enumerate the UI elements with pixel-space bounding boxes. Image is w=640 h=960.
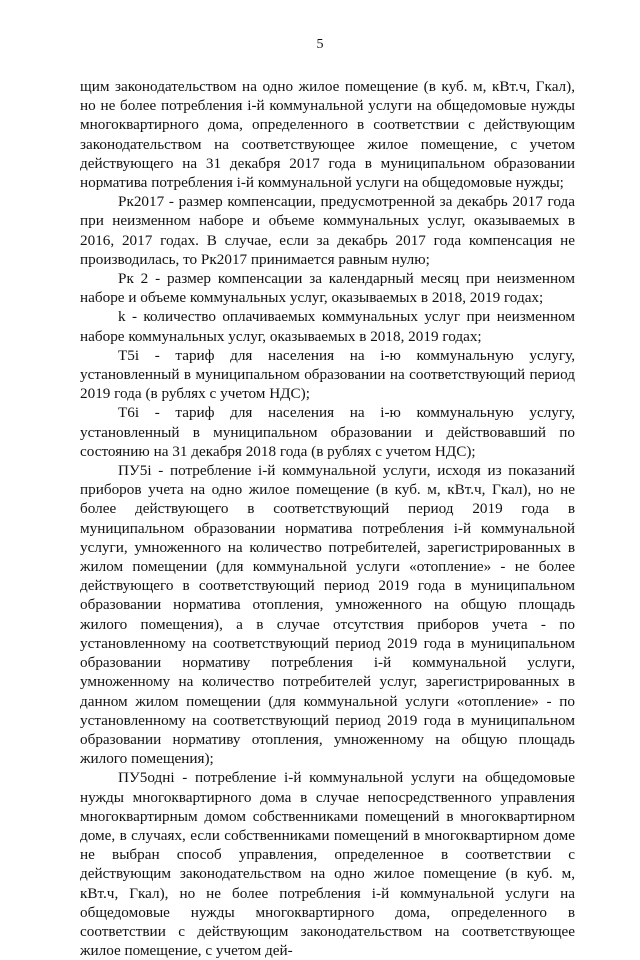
- paragraph-t5i: Т5i - тариф для населения на i-ю коммунальную услугу, установленный в муниципальном образовании на соответствующий период 2019 года (в рублях с учетом НДС);: [80, 346, 575, 403]
- paragraph-pu5i: ПУ5i - потребление i-й коммунальной услуги, исходя из показаний приборов учета на одно жилое помещение (в куб. м, кВт.ч, Гкал), но не более действующего в соответствующий период 2019 года в муниципальном образовании норматива потребления i-й коммунальной услуги, умноженного на количество потребителей, зарегистрированных в жилом помещении (для коммунальной услуги «отопление» - не более действующего в соответствующий период 2019 года в муниципальном образовании норматива отопления, умноженного на общую площадь жилого помещения), а в случае отсутствия приборов учета - по установленному на соответствующий период 2019 года в муниципальном образовании нормативу потребления i-й коммунальной услуги, умноженному на количество потребителей услуг, зарегистрированных в данном жилом помещении (для коммунальной услуги «отопление» - по установленному на соответствующий период 2019 года в муниципальном образовании нормативу отопления, умноженному на общую площадь жилого помещения);: [80, 462, 575, 768]
- paragraph-continuation: щим законодательством на одно жилое помещение (в куб. м, кВт.ч, Гкал), но не более потребления i-й коммунальной услуги на общедомовые нужды многоквартирного дома, определенного в соответствии с действующим законодательством на соответствующее жилое помещение, с учетом действующего на 31 декабря 2017 года в муниципальном образовании норматива потребления i-й коммунальной услуги на общедомовые нужды;: [80, 78, 575, 192]
- paragraph-k: k - количество оплачиваемых коммунальных услуг при неизменном наборе коммунальных услуг, оказываемых в 2018, 2019 годах;: [80, 308, 575, 345]
- paragraph-pu5odni: ПУ5одні - потребление i-й коммунальной услуги на общедомовые нужды многоквартирного дома в случае непосредственного управления многоквартирным домом собственниками помещений в многоквартирном доме, в случаях, если собственниками помещений в многоквартирном доме не выбран способ управления, определенное в соответствии с действующим законодательством на одно жилое помещение (в куб. м, кВт.ч, Гкал), но не более потребления i-й коммунальной услуги на общедомовые нужды многоквартирного дома, определенного в соответствии с действующим законодательством на соответствующее жилое помещение, с учетом дей-: [80, 769, 575, 960]
- page-number: 5: [316, 37, 324, 52]
- paragraph-t6i: Т6i - тариф для населения на i-ю коммунальную услугу, установленный в муниципальном образовании и действовавший по состоянию на 31 декабря 2018 года (в рублях с учетом НДС);: [80, 404, 575, 460]
- document-body: [80, 77, 575, 960]
- paragraph-rk2017: Рк2017 - размер компенсации, предусмотренной за декабрь 2017 года при неизменном наборе и объеме коммунальных услуг, оказываемых в 2016, 2017 годах. В случае, если за декабрь 2017 года компенсация не производилась, то Рк2017 принимается равным нулю;: [80, 193, 575, 268]
- paragraph-rk2: Рк 2 - размер компенсации за календарный месяц при неизменном наборе и объеме коммунальных услуг, оказываемых в 2018, 2019 годах;: [80, 270, 575, 307]
